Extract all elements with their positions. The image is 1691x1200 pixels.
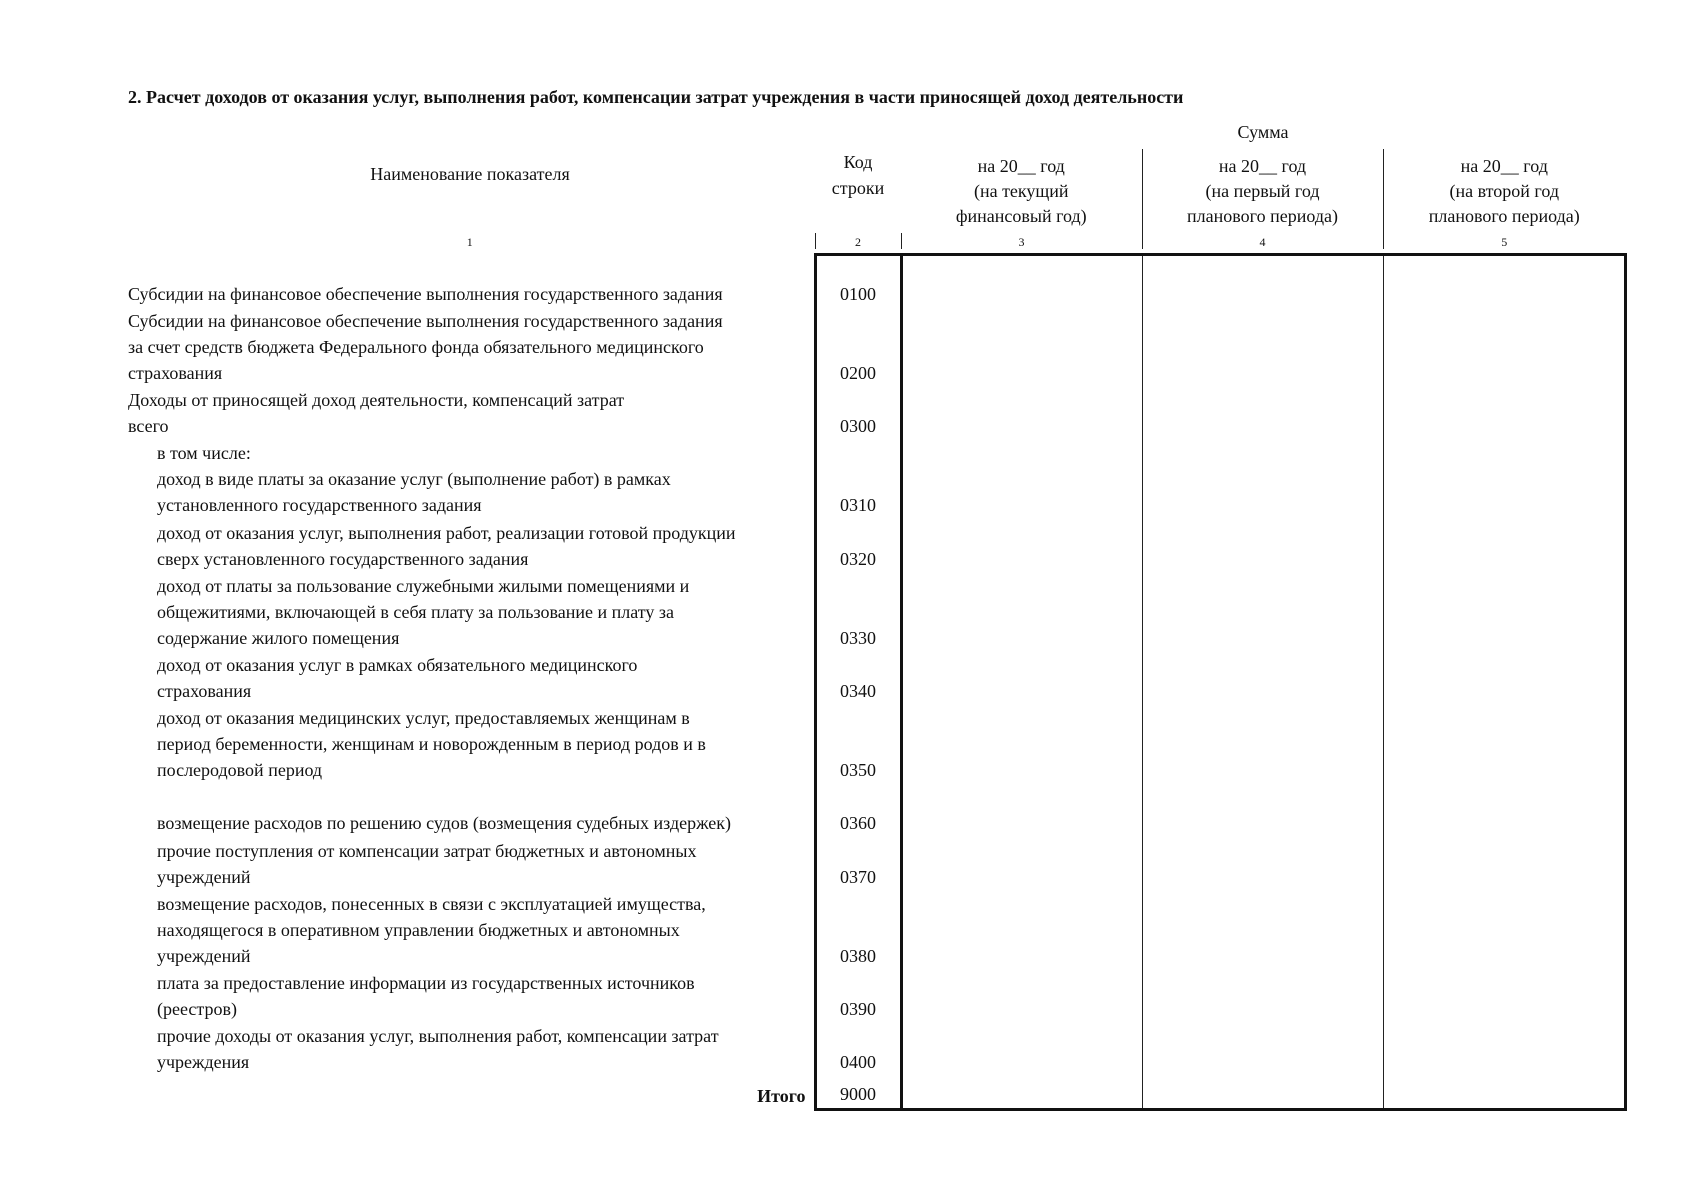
total-label: Итого (757, 1085, 806, 1106)
sum-current-year-cell[interactable] (901, 440, 1142, 519)
header-year-line: (на текущий (973, 180, 1069, 201)
sum-current-year-cell[interactable] (901, 891, 1142, 970)
total-code-cell: 9000 (815, 1076, 901, 1110)
column-number: 5 (1501, 235, 1508, 249)
indicator-name-line: общежитиями, включающей в себя плату за пользование и плату за (157, 601, 674, 622)
indicator-name-line: Доходы от приносящей доход деятельности, компенсаций затрат (128, 389, 625, 410)
header-year-line: планового периода) (1428, 205, 1580, 226)
header-year-line: финансовый год) (955, 205, 1087, 226)
total-first-plan-year-cell[interactable] (1142, 1076, 1383, 1110)
indicator-name-line: прочие поступления от компенсации затрат бюджетных и автономных (157, 840, 697, 861)
sum-current-year-cell[interactable] (901, 308, 1142, 387)
sum-second-plan-year-cell[interactable] (1383, 573, 1625, 652)
indicator-name-line: прочие доходы от оказания услуг, выполнения работ, компенсации затрат (157, 1025, 719, 1046)
table-row (125, 387, 1625, 440)
indicator-name-cell (125, 387, 815, 440)
header-year-line: (на первый год (1205, 180, 1320, 201)
row-code-cell: 0370 (815, 837, 901, 891)
table-row (125, 970, 1625, 1023)
sum-first-plan-year-cell[interactable] (1142, 573, 1383, 652)
total-second-plan-year-cell[interactable] (1383, 1076, 1625, 1110)
column-number: 1 (125, 233, 815, 249)
sum-first-plan-year-cell[interactable] (1142, 308, 1383, 387)
sum-second-plan-year-cell[interactable] (1383, 519, 1625, 573)
table-row (125, 891, 1625, 970)
indicator-name-line: учреждений (157, 945, 251, 966)
sum-first-plan-year-cell[interactable] (1142, 705, 1383, 784)
indicator-name-line: установленного государственного задания (157, 494, 482, 515)
indicator-name-cell (125, 308, 815, 387)
row-code-cell: 0330 (815, 573, 901, 652)
indicator-name-cell (125, 440, 815, 519)
indicator-name-line: страхования (157, 680, 252, 701)
header-year-first-plan (1142, 149, 1383, 233)
indicator-name-cell (125, 573, 815, 652)
sum-first-plan-year-cell[interactable] (1142, 652, 1383, 705)
indicator-name-cell (125, 519, 815, 573)
sum-first-plan-year-cell[interactable] (1142, 1023, 1383, 1076)
indicator-name-cell (125, 837, 815, 891)
indicator-name-line: за счет средств бюджета Федерального фонда обязательного медицинского (128, 336, 704, 357)
total-current-year-cell[interactable] (901, 1076, 1142, 1110)
header-year-line: планового периода) (1187, 205, 1338, 226)
row-code-cell: 0390 (815, 970, 901, 1023)
sum-first-plan-year-cell[interactable] (1142, 440, 1383, 519)
sum-current-year-cell[interactable] (901, 519, 1142, 573)
indicator-name-line: плата за предоставление информации из государственных источников (157, 972, 695, 993)
sum-current-year-cell[interactable] (901, 387, 1142, 440)
sum-second-plan-year-cell[interactable] (1383, 387, 1625, 440)
income-calculation-table (125, 116, 1627, 1111)
header-sum-label: Сумма (1237, 122, 1289, 142)
sum-second-plan-year-cell[interactable] (1383, 308, 1625, 387)
indicator-name-line: учреждений (157, 866, 251, 887)
section-title: 2. Расчет доходов от оказания услуг, выполнения работ, компенсации затрат учреждения в части приносящей доход деятельности (128, 87, 1184, 107)
row-code-cell: 0340 (815, 652, 901, 705)
sum-second-plan-year-cell[interactable] (1383, 891, 1625, 970)
indicator-name-line: находящегося в оперативном управлении бюджетных и автономных (157, 919, 680, 940)
indicator-name-line: страхования (128, 362, 223, 383)
indicator-name-cell (125, 255, 815, 308)
total-row (125, 1076, 1625, 1110)
sum-second-plan-year-cell[interactable] (1383, 784, 1625, 837)
table-row (125, 255, 1625, 308)
sum-second-plan-year-cell[interactable] (1383, 652, 1625, 705)
column-number: 2 (815, 233, 901, 249)
column-number: 3 (901, 233, 1142, 249)
indicator-name-line: период беременности, женщинам и новорожденным в период родов и в (157, 733, 706, 754)
table-row (125, 519, 1625, 573)
indicator-name-line: доход от оказания медицинских услуг, предоставляемых женщинам в (157, 707, 690, 728)
sum-current-year-cell[interactable] (901, 837, 1142, 891)
sum-first-plan-year-cell[interactable] (1142, 891, 1383, 970)
header-name-cell (125, 116, 815, 233)
sum-current-year-cell[interactable] (901, 705, 1142, 784)
table-row (125, 784, 1625, 837)
indicator-name-line: сверх установленного государственного задания (157, 548, 529, 569)
header-year-current (901, 149, 1142, 233)
header-year-second-plan (1383, 149, 1625, 233)
sum-current-year-cell[interactable] (901, 1023, 1142, 1076)
row-code-cell: 0310 (815, 440, 901, 519)
sum-second-plan-year-cell[interactable] (1383, 970, 1625, 1023)
column-number: 4 (1142, 233, 1383, 249)
sum-current-year-cell[interactable] (901, 573, 1142, 652)
sum-current-year-cell[interactable] (901, 652, 1142, 705)
row-code-cell: 0100 (815, 255, 901, 308)
row-code-cell: 0360 (815, 784, 901, 837)
indicator-name-line: в том числе: (157, 442, 251, 463)
indicator-name-line: всего (128, 415, 169, 436)
header-sum-cell (901, 116, 1625, 149)
row-code-cell: 0320 (815, 519, 901, 573)
indicator-name-cell (125, 784, 815, 837)
sum-first-plan-year-cell[interactable] (1142, 784, 1383, 837)
indicator-name-line: учреждения (157, 1051, 250, 1072)
indicator-name-line: доход в виде платы за оказание услуг (выполнение работ) в рамках (157, 468, 671, 489)
indicator-name-line: доход от оказания услуг в рамках обязательного медицинского (157, 654, 638, 675)
indicator-name-line: доход от платы за пользование служебными жилыми помещениями и (157, 575, 690, 596)
table-row (125, 652, 1625, 705)
indicator-name-line: Субсидии на финансовое обеспечение выполнения государственного задания (128, 310, 723, 331)
indicator-name-cell (125, 705, 815, 784)
indicator-name-line: (реестров) (157, 998, 237, 1019)
table-row (125, 837, 1625, 891)
sum-second-plan-year-cell[interactable] (1383, 1023, 1625, 1076)
indicator-name-line: доход от оказания услуг, выполнения работ, реализации готовой продукции (157, 522, 736, 543)
indicator-name-cell (125, 652, 815, 705)
header-year-line: на 20__ год (977, 155, 1065, 176)
header-name-label: Наименование показателя (370, 164, 570, 184)
indicator-name-line: Субсидии на финансовое обеспечение выполнения государственного задания (128, 283, 723, 304)
table-row (125, 705, 1625, 784)
sum-second-plan-year-cell[interactable] (1383, 705, 1625, 784)
header-code-cell (815, 116, 901, 233)
row-code-cell: 0400 (815, 1023, 901, 1076)
column-number-row (125, 233, 1625, 249)
header-year-line: на 20__ год (1460, 155, 1548, 176)
indicator-name-line: возмещение расходов по решению судов (возмещения судебных издержек) (157, 812, 732, 833)
sum-first-plan-year-cell[interactable] (1142, 387, 1383, 440)
sum-first-plan-year-cell[interactable] (1142, 255, 1383, 308)
sum-first-plan-year-cell[interactable] (1142, 970, 1383, 1023)
table-row (125, 573, 1625, 652)
sum-second-plan-year-cell[interactable] (1383, 440, 1625, 519)
header-year-line: на 20__ год (1218, 155, 1307, 176)
header-code-line: строки (831, 177, 885, 198)
sum-first-plan-year-cell[interactable] (1142, 837, 1383, 891)
row-code-cell: 0200 (815, 308, 901, 387)
row-code-cell: 0350 (815, 705, 901, 784)
header-year-line: (на второй год (1449, 180, 1560, 201)
header-code-line: Код (843, 151, 873, 172)
sum-current-year-cell[interactable] (901, 970, 1142, 1023)
sum-first-plan-year-cell[interactable] (1142, 519, 1383, 573)
sum-second-plan-year-cell[interactable] (1383, 255, 1625, 308)
table-row (125, 1023, 1625, 1076)
indicator-name-line: послеродовой период (157, 759, 323, 780)
indicator-name-line: содержание жилого помещения (157, 627, 400, 648)
indicator-name-cell (125, 891, 815, 970)
indicator-name-line: возмещение расходов, понесенных в связи с эксплуатацией имущества, (157, 893, 706, 914)
sum-second-plan-year-cell[interactable] (1383, 837, 1625, 891)
row-code-cell: 0300 (815, 387, 901, 440)
sum-current-year-cell[interactable] (901, 255, 1142, 308)
row-code-cell: 0380 (815, 891, 901, 970)
table-row (125, 440, 1625, 519)
sum-current-year-cell[interactable] (901, 784, 1142, 837)
indicator-name-cell (125, 970, 815, 1023)
indicator-name-cell (125, 1023, 815, 1076)
table-row (125, 308, 1625, 387)
